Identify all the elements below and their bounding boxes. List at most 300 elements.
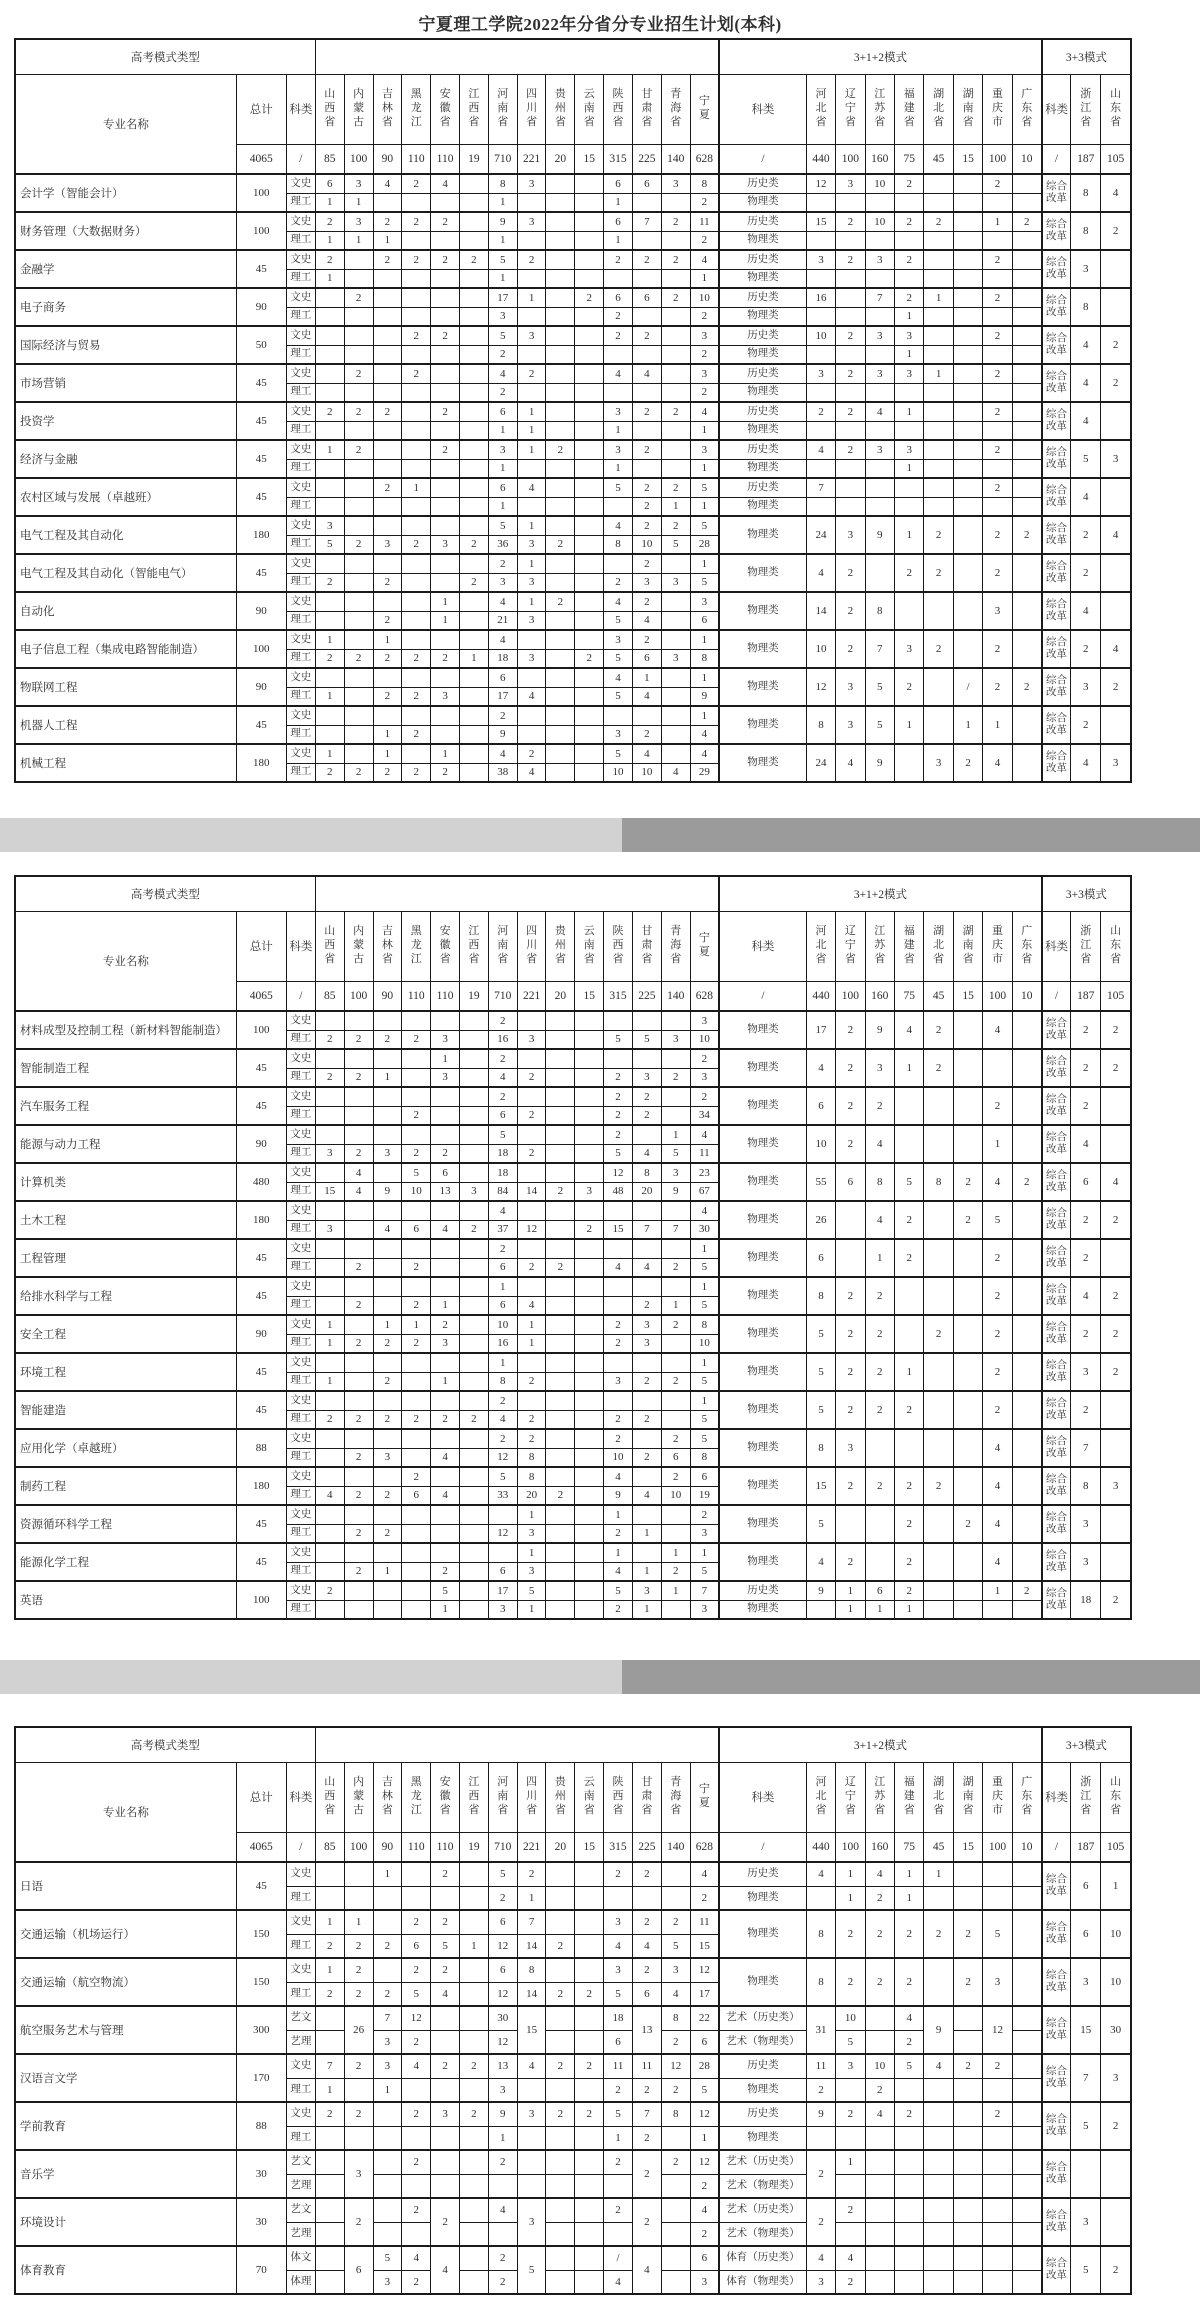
value-cell: 3 bbox=[690, 1600, 719, 1619]
value-cell bbox=[460, 1958, 489, 1982]
kelei-header: 科类 bbox=[1042, 1762, 1071, 1832]
value-cell: 1 bbox=[836, 1862, 865, 1886]
kelei-cell: 文史 bbox=[286, 1429, 315, 1448]
value-cell: 2 bbox=[344, 1334, 373, 1353]
value-cell bbox=[575, 383, 604, 402]
value-cell: 4 bbox=[983, 1163, 1012, 1201]
province-header bbox=[402, 911, 431, 981]
value-cell bbox=[315, 364, 344, 383]
value-cell bbox=[865, 459, 894, 478]
kelei-cell: 理工 bbox=[286, 1562, 315, 1581]
value-cell bbox=[373, 440, 402, 459]
value-cell bbox=[953, 269, 982, 288]
value-cell bbox=[661, 1106, 690, 1125]
province-label: 江苏省 bbox=[874, 1776, 886, 1816]
value-cell: 2 bbox=[690, 1049, 719, 1068]
province-total: 10 bbox=[1012, 981, 1042, 1011]
value-cell: 1 bbox=[865, 1600, 894, 1619]
value-cell bbox=[983, 269, 1012, 288]
value-cell: 2 bbox=[806, 2198, 835, 2246]
value-cell: 2 bbox=[632, 2126, 661, 2150]
province-header bbox=[460, 911, 489, 981]
value-cell bbox=[344, 1315, 373, 1334]
value-cell: 14 bbox=[806, 592, 835, 630]
m33-kelei-cell: 综合改革 bbox=[1042, 2246, 1071, 2294]
value-cell: 1 bbox=[604, 1543, 633, 1562]
value-cell bbox=[575, 630, 604, 649]
value-cell bbox=[517, 345, 546, 364]
value-cell bbox=[953, 231, 982, 250]
value-cell bbox=[575, 1372, 604, 1391]
province-header bbox=[604, 74, 633, 144]
province-total: 10 bbox=[1012, 144, 1042, 174]
zhejiang-value: 15 bbox=[1071, 2006, 1101, 2054]
zhejiang-value: 4 bbox=[1071, 1125, 1101, 1163]
value-cell: 67 bbox=[690, 1182, 719, 1201]
value-cell: 5 bbox=[806, 1391, 835, 1429]
shandong-value: 2 bbox=[1101, 212, 1131, 250]
value-cell bbox=[546, 2030, 575, 2054]
value-cell: 4 bbox=[604, 668, 633, 687]
value-cell: 1 bbox=[315, 193, 344, 212]
value-cell: 4 bbox=[431, 2246, 460, 2294]
value-cell bbox=[575, 1353, 604, 1372]
province-label: 甘肃省 bbox=[641, 1776, 653, 1816]
value-cell bbox=[431, 1543, 460, 1562]
value-cell: 2 bbox=[546, 440, 575, 459]
value-cell bbox=[373, 459, 402, 478]
value-cell bbox=[575, 364, 604, 383]
value-cell bbox=[431, 421, 460, 440]
province-label: 吉林省 bbox=[381, 925, 393, 965]
zhejiang-value: 6 bbox=[1071, 1862, 1101, 1910]
m33-kelei-cell: 综合改革 bbox=[1042, 1429, 1071, 1467]
value-cell: 8 bbox=[517, 1958, 546, 1982]
value-cell: 3 bbox=[488, 307, 517, 326]
value-cell: 4 bbox=[806, 1862, 835, 1886]
value-cell: 2 bbox=[983, 1239, 1012, 1277]
value-cell: 18 bbox=[488, 649, 517, 668]
value-cell bbox=[953, 2270, 982, 2294]
value-cell: 1 bbox=[690, 1239, 719, 1258]
value-cell: 1 bbox=[895, 1862, 924, 1886]
value-cell bbox=[661, 2222, 690, 2246]
value-cell bbox=[1012, 2054, 1042, 2078]
value-cell bbox=[315, 2150, 344, 2174]
value-cell bbox=[1012, 231, 1042, 250]
value-cell bbox=[373, 2222, 402, 2246]
mode-312-header: 3+1+2模式 bbox=[719, 1727, 1042, 1762]
value-cell bbox=[344, 269, 373, 288]
value-cell: 2 bbox=[344, 763, 373, 782]
shandong-value: 4 bbox=[1101, 516, 1131, 554]
value-cell bbox=[1012, 383, 1042, 402]
value-cell: 5 bbox=[661, 1144, 690, 1163]
value-cell: 4 bbox=[373, 1220, 402, 1239]
value-cell bbox=[836, 1239, 865, 1277]
kelei-cell: 理工 bbox=[286, 2078, 315, 2102]
value-cell bbox=[460, 1581, 489, 1600]
value-cell bbox=[953, 1125, 982, 1163]
value-cell bbox=[517, 2150, 546, 2174]
value-cell bbox=[632, 1049, 661, 1068]
value-cell bbox=[661, 1410, 690, 1429]
province-label: 甘肃省 bbox=[641, 925, 653, 965]
value-cell bbox=[402, 231, 431, 250]
value-cell bbox=[1012, 1600, 1042, 1619]
total-kelei: / bbox=[719, 1832, 806, 1862]
mode-kelei-cell: 物理类 bbox=[719, 744, 806, 782]
value-cell bbox=[1012, 630, 1042, 668]
value-cell bbox=[575, 1505, 604, 1524]
value-cell: 2 bbox=[604, 2198, 633, 2222]
value-cell: 6 bbox=[865, 1581, 894, 1600]
value-cell bbox=[953, 2102, 982, 2126]
major-total: 100 bbox=[236, 174, 286, 212]
value-cell: 3 bbox=[488, 2078, 517, 2102]
value-cell: 7 bbox=[690, 1581, 719, 1600]
mode-type-header: 高考模式类型 bbox=[15, 39, 315, 74]
value-cell bbox=[865, 2006, 894, 2030]
major-total: 50 bbox=[236, 326, 286, 364]
value-cell bbox=[806, 307, 835, 326]
value-cell: 2 bbox=[315, 1581, 344, 1600]
value-cell: 3 bbox=[344, 2150, 373, 2198]
value-cell bbox=[953, 1862, 982, 1886]
zhejiang-value: 5 bbox=[1071, 2102, 1101, 2150]
value-cell bbox=[953, 1049, 982, 1087]
value-cell: 8 bbox=[924, 1163, 953, 1201]
province-header bbox=[1012, 74, 1042, 144]
value-cell: 2 bbox=[402, 1258, 431, 1277]
province-label: 山东省 bbox=[1110, 1776, 1122, 1816]
value-cell bbox=[1012, 345, 1042, 364]
major-name: 体育教育 bbox=[15, 2246, 236, 2294]
value-cell: 2 bbox=[836, 1543, 865, 1581]
value-cell: 2 bbox=[402, 1958, 431, 1982]
mode-33-header: 3+3模式 bbox=[1042, 39, 1131, 74]
value-cell bbox=[373, 307, 402, 326]
value-cell bbox=[546, 1201, 575, 1220]
value-cell: 2 bbox=[690, 307, 719, 326]
province-total: 710 bbox=[488, 1832, 517, 1862]
value-cell bbox=[431, 1201, 460, 1220]
value-cell: 29 bbox=[690, 763, 719, 782]
value-cell: 21 bbox=[488, 611, 517, 630]
value-cell bbox=[517, 2126, 546, 2150]
value-cell: 3 bbox=[895, 630, 924, 668]
value-cell bbox=[604, 2174, 633, 2198]
value-cell: 2 bbox=[661, 1562, 690, 1581]
value-cell bbox=[546, 1505, 575, 1524]
value-cell bbox=[632, 1353, 661, 1372]
province-total: 110 bbox=[431, 144, 460, 174]
value-cell: 1 bbox=[983, 706, 1012, 744]
value-cell: 9 bbox=[806, 1581, 835, 1600]
value-cell bbox=[604, 1239, 633, 1258]
major-name: 汉语言文学 bbox=[15, 2054, 236, 2102]
kelei-cell: 理工 bbox=[286, 649, 315, 668]
value-cell: 6 bbox=[315, 174, 344, 193]
value-cell bbox=[575, 2078, 604, 2102]
value-cell: 2 bbox=[865, 1910, 894, 1958]
province-total: 100 bbox=[983, 144, 1012, 174]
value-cell: 1 bbox=[488, 2126, 517, 2150]
value-cell: 3 bbox=[836, 174, 865, 193]
value-cell bbox=[661, 193, 690, 212]
province-total: 45 bbox=[924, 144, 953, 174]
mode-kelei-cell: 物理类 bbox=[719, 231, 806, 250]
value-cell: 12 bbox=[604, 1163, 633, 1182]
value-cell: 2 bbox=[373, 1486, 402, 1505]
mode-kelei-cell: 艺术（物理类） bbox=[719, 2174, 806, 2198]
value-cell bbox=[604, 1011, 633, 1030]
value-cell: 1 bbox=[517, 1505, 546, 1524]
value-cell bbox=[575, 1862, 604, 1886]
value-cell: 1 bbox=[431, 1296, 460, 1315]
value-cell: 3 bbox=[373, 2054, 402, 2078]
value-cell: 2 bbox=[575, 2054, 604, 2078]
value-cell: 4 bbox=[632, 1144, 661, 1163]
value-cell bbox=[983, 1600, 1012, 1619]
value-cell bbox=[431, 706, 460, 725]
value-cell: 3 bbox=[517, 573, 546, 592]
value-cell bbox=[546, 725, 575, 744]
value-cell bbox=[431, 345, 460, 364]
value-cell bbox=[1012, 2006, 1042, 2030]
province-total: 225 bbox=[632, 1832, 661, 1862]
value-cell bbox=[402, 1429, 431, 1448]
value-cell: 2 bbox=[373, 1982, 402, 2006]
value-cell bbox=[924, 345, 953, 364]
kelei-cell: 文史 bbox=[286, 516, 315, 535]
value-cell bbox=[836, 288, 865, 307]
value-cell: 2 bbox=[373, 1410, 402, 1429]
major-total: 90 bbox=[236, 668, 286, 706]
value-cell bbox=[924, 1087, 953, 1125]
value-cell: 1 bbox=[373, 1862, 402, 1886]
province-header bbox=[632, 1762, 661, 1832]
value-cell: 1 bbox=[690, 706, 719, 725]
value-cell: 2 bbox=[632, 2198, 661, 2246]
value-cell: 2 bbox=[373, 1524, 402, 1543]
kelei-cell: 文史 bbox=[286, 2102, 315, 2126]
value-cell bbox=[983, 2174, 1012, 2198]
value-cell: 4 bbox=[632, 744, 661, 763]
province-header bbox=[315, 911, 344, 981]
value-cell bbox=[373, 326, 402, 345]
zhejiang-value: 4 bbox=[1071, 364, 1101, 402]
province-header bbox=[344, 74, 373, 144]
value-cell bbox=[924, 2174, 953, 2198]
value-cell bbox=[344, 1886, 373, 1910]
page-title: 宁夏理工学院2022年分省分专业招生计划(本科) bbox=[418, 15, 782, 34]
value-cell: 3 bbox=[315, 516, 344, 535]
value-cell bbox=[836, 2174, 865, 2198]
value-cell: 2 bbox=[402, 687, 431, 706]
value-cell: 38 bbox=[488, 763, 517, 782]
kelei-cell: 理工 bbox=[286, 1982, 315, 2006]
value-cell: 2 bbox=[661, 1068, 690, 1087]
value-cell: 7 bbox=[373, 2006, 402, 2030]
value-cell bbox=[431, 459, 460, 478]
value-cell: 2 bbox=[373, 611, 402, 630]
value-cell bbox=[546, 1296, 575, 1315]
value-cell: 4 bbox=[604, 364, 633, 383]
value-cell bbox=[836, 231, 865, 250]
kelei-cell: 文史 bbox=[286, 440, 315, 459]
value-cell: 2 bbox=[344, 1030, 373, 1049]
value-cell bbox=[546, 1600, 575, 1619]
value-cell bbox=[546, 231, 575, 250]
value-cell bbox=[402, 421, 431, 440]
value-cell: 2 bbox=[632, 1410, 661, 1429]
mode-kelei-cell: 物理类 bbox=[719, 1277, 806, 1315]
value-cell: 6 bbox=[402, 1220, 431, 1239]
value-cell bbox=[1012, 1391, 1042, 1429]
m33-kelei-cell: 综合改革 bbox=[1042, 2150, 1071, 2198]
value-cell bbox=[953, 2126, 982, 2150]
value-cell: 2 bbox=[690, 2174, 719, 2198]
value-cell bbox=[546, 1524, 575, 1543]
value-cell: 33 bbox=[488, 1486, 517, 1505]
value-cell bbox=[315, 1201, 344, 1220]
value-cell bbox=[546, 1030, 575, 1049]
plan-table-1 bbox=[14, 38, 1132, 783]
value-cell: 2 bbox=[344, 288, 373, 307]
value-cell bbox=[546, 1862, 575, 1886]
value-cell bbox=[836, 1505, 865, 1543]
value-cell bbox=[632, 1505, 661, 1524]
value-cell bbox=[1012, 706, 1042, 744]
value-cell: 1 bbox=[690, 421, 719, 440]
value-cell bbox=[895, 2270, 924, 2294]
value-cell bbox=[632, 231, 661, 250]
mode-kelei-cell: 历史类 bbox=[719, 288, 806, 307]
value-cell: 2 bbox=[344, 402, 373, 421]
value-cell bbox=[953, 1429, 982, 1467]
major-name: 市场营销 bbox=[15, 364, 236, 402]
value-cell: 1 bbox=[517, 421, 546, 440]
value-cell bbox=[460, 1391, 489, 1410]
value-cell: 2 bbox=[575, 288, 604, 307]
value-cell bbox=[661, 1277, 690, 1296]
m33-kelei-cell: 综合改革 bbox=[1042, 2006, 1071, 2054]
value-cell: 4 bbox=[344, 1182, 373, 1201]
mode-kelei-cell: 物理类 bbox=[719, 459, 806, 478]
value-cell bbox=[315, 1106, 344, 1125]
value-cell: 4 bbox=[983, 1543, 1012, 1581]
value-cell: 6 bbox=[690, 2030, 719, 2054]
value-cell: 2 bbox=[983, 326, 1012, 345]
shandong-value: 2 bbox=[1101, 1011, 1131, 1049]
value-cell bbox=[402, 2078, 431, 2102]
value-cell: 2 bbox=[344, 2102, 373, 2126]
value-cell: 12 bbox=[517, 1220, 546, 1239]
kelei-cell: 文史 bbox=[286, 1467, 315, 1486]
value-cell bbox=[402, 1011, 431, 1030]
province-label: 宁夏 bbox=[698, 95, 710, 121]
value-cell bbox=[632, 345, 661, 364]
value-cell bbox=[546, 364, 575, 383]
value-cell: 3 bbox=[632, 1315, 661, 1334]
kelei-header: 科类 bbox=[286, 911, 315, 981]
province-header bbox=[431, 1762, 460, 1832]
value-cell: 5 bbox=[373, 2246, 402, 2270]
value-cell bbox=[661, 687, 690, 706]
value-cell: 1 bbox=[836, 1886, 865, 1910]
value-cell bbox=[575, 250, 604, 269]
kelei-cell: 理工 bbox=[286, 421, 315, 440]
value-cell bbox=[402, 1543, 431, 1562]
kelei-cell: 体文 bbox=[286, 2246, 315, 2270]
province-header bbox=[1071, 911, 1101, 981]
value-cell: 4 bbox=[924, 2054, 953, 2078]
value-cell: 4 bbox=[373, 174, 402, 193]
value-cell bbox=[661, 1524, 690, 1543]
value-cell: 5 bbox=[488, 250, 517, 269]
value-cell bbox=[460, 459, 489, 478]
value-cell bbox=[315, 288, 344, 307]
kelei-cell: 理工 bbox=[286, 1182, 315, 1201]
value-cell bbox=[983, 2078, 1012, 2102]
value-cell bbox=[983, 459, 1012, 478]
province-total: 100 bbox=[836, 144, 865, 174]
value-cell bbox=[546, 307, 575, 326]
value-cell: 3 bbox=[373, 1448, 402, 1467]
value-cell: 4 bbox=[517, 1296, 546, 1315]
value-cell: 2 bbox=[924, 1011, 953, 1049]
mode-kelei-cell: 物理类 bbox=[719, 592, 806, 630]
major-name: 电气工程及其自动化（智能电气） bbox=[15, 554, 236, 592]
mode-kelei-cell: 物理类 bbox=[719, 1049, 806, 1087]
value-cell: 3 bbox=[806, 250, 835, 269]
value-cell bbox=[924, 668, 953, 706]
value-cell bbox=[575, 1296, 604, 1315]
mode-kelei-cell: 体育（物理类） bbox=[719, 2270, 806, 2294]
value-cell bbox=[344, 1049, 373, 1068]
value-cell: 5 bbox=[806, 1353, 835, 1391]
mode-kelei-cell: 体育（历史类） bbox=[719, 2246, 806, 2270]
shandong-value bbox=[1101, 1505, 1131, 1543]
value-cell bbox=[924, 307, 953, 326]
m33-kelei-cell: 综合改革 bbox=[1042, 402, 1071, 440]
value-cell bbox=[1012, 1886, 1042, 1910]
value-cell: 1 bbox=[315, 269, 344, 288]
value-cell bbox=[865, 2030, 894, 2054]
major-name: 电子信息工程（集成电路智能制造） bbox=[15, 630, 236, 668]
value-cell: 2 bbox=[895, 288, 924, 307]
major-total: 45 bbox=[236, 1543, 286, 1581]
value-cell bbox=[460, 1315, 489, 1334]
value-cell bbox=[517, 1353, 546, 1372]
value-cell: 8 bbox=[806, 1277, 835, 1315]
kelei-cell: 文史 bbox=[286, 1011, 315, 1030]
value-cell: 2 bbox=[402, 2030, 431, 2054]
province-total: 100 bbox=[983, 1832, 1012, 1862]
province-header bbox=[431, 74, 460, 144]
value-cell: 4 bbox=[431, 1448, 460, 1467]
value-cell: 3 bbox=[488, 573, 517, 592]
value-cell: 2 bbox=[632, 326, 661, 345]
value-cell bbox=[344, 630, 373, 649]
mode-312-header: 3+1+2模式 bbox=[719, 39, 1042, 74]
value-cell bbox=[953, 2246, 982, 2270]
province-label: 云南省 bbox=[583, 925, 595, 965]
value-cell: 2 bbox=[661, 288, 690, 307]
value-cell: 2 bbox=[546, 2054, 575, 2078]
mode-kelei-cell: 物理类 bbox=[719, 1239, 806, 1277]
